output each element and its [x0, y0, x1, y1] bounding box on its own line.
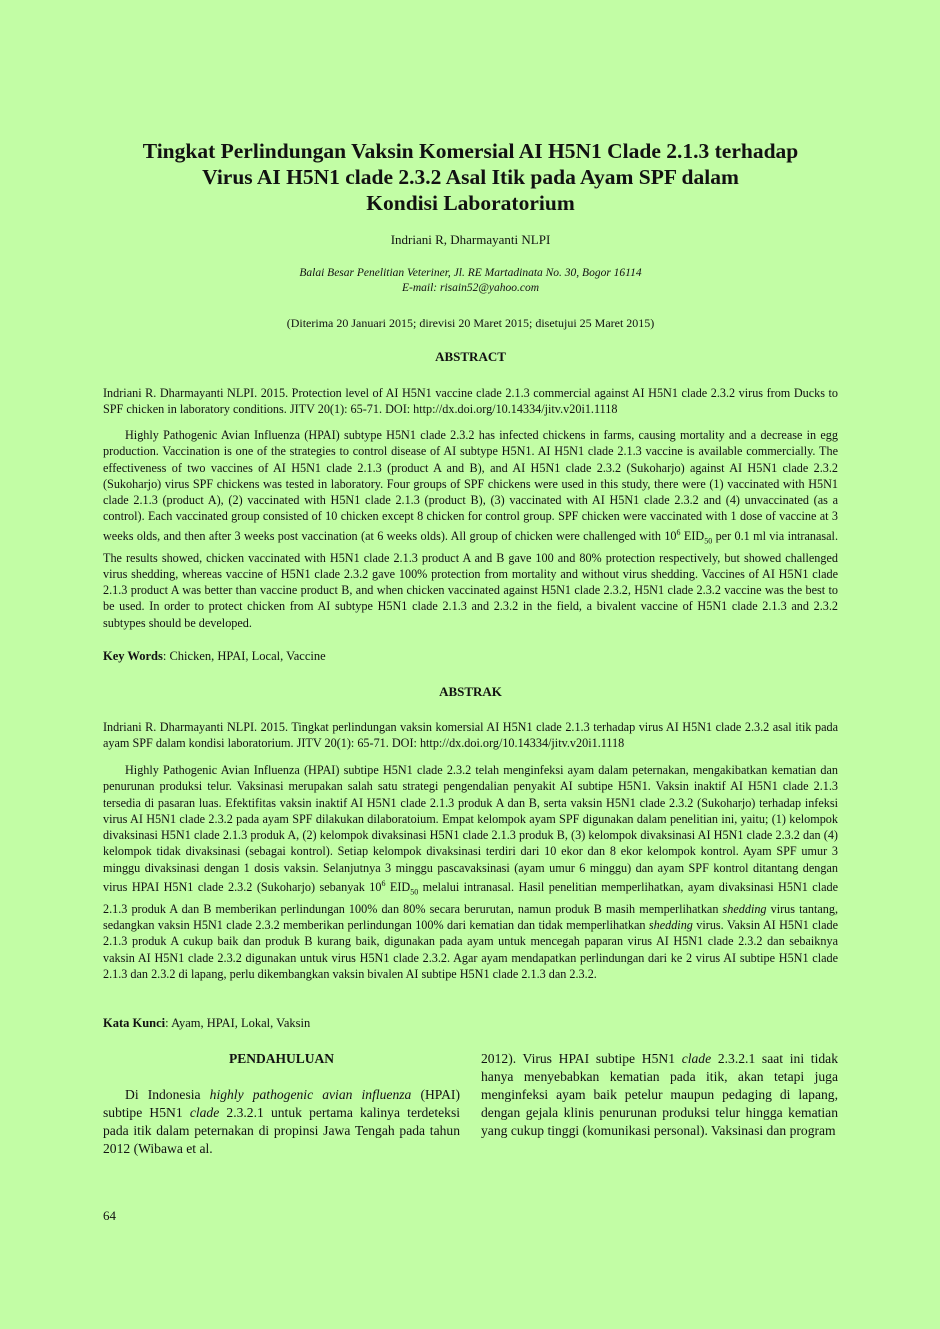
paper-title	[103, 138, 838, 216]
abstrak-text: Highly Pathogenic Avian Influenza (HPAI) subtipe H5N1 clade 2.3.2 telah menginfeksi ayam dalam peternakan, mengakibatkan kematian dan penurunan produksi telur. Vaksinasi merupakan salah satu strategi pengendalian penyakit AI subtipe H5N1. Vaksin inaktif AI H5N1 clade 2.1.3 tersedia di pasaran luas. Efektifitas vaksin inaktif AI H5N1 clade 2.1.3 produk A dan B, serta vaksin H5N1 clade 2.3.2 (Sukoharjo) terhadap infeksi virus AI H5N1 clade 2.3.2 pada ayam SPF dilakukan dilaboratoium. Empat kelompok ayam SPF digunakan dalam penelitian ini, yaitu; (1) kelompok divaksinasi H5N1 clade 2.1.3 produk A, (2) kelompok divaksinasi H5N1 clade 2.1.3 produk B, (3) kelompok divaksinasi AI H5N1 clade 2.3.2 dan (4) kelompok tidak divaksinasi (sebagai kontrol). Setiap kelompok divaksinasi terdiri dari 10 ekor dan 8 ekor kelompok kontrol. Ayam SPF umur 3 minggu divaksinasi dengan 1 dosis vaksin. Selanjutnya 3 minggu pascavaksinasi (ayam umur 6 minggu) dan ayam SPF kontrol ditantang dengan virus HPAI H5N1 clade 2.3.2 (Sukoharjo) sebanyak 10	[103, 763, 838, 895]
keywords	[103, 649, 838, 664]
italic-term: clade	[681, 1051, 712, 1066]
title-line: Virus AI H5N1 clade 2.3.2 Asal Itik pada Ayam SPF dalam	[202, 165, 739, 189]
abstrak-text: virus. Vaksin AI H5N1 clade 2.1.3 produk A cukup baik dan produk B kurang baik, digunakan pada ayam untuk mencegah paparan virus AI H5N1 clade 2.3.2 dan sebaiknya vaksin AI H5N1 clade 2.3.2 digunakan untuk virus H5N1 clade 2.3.2. Agar ayam mendapatkan perlindungan dari ke 2 virus AI subtipe H5N1 clade 2.1.3 dan 2.3.2 di lapang, perlu dikembangkan vaksin bivalen AI subtipe H5N1 clade 2.1.3 dan 2.3.2.	[103, 918, 838, 982]
abstrak-text: EID	[385, 880, 411, 895]
affiliation-block	[103, 266, 838, 296]
intro-text: Di Indonesia	[125, 1087, 210, 1102]
intro-heading: PENDAHULUAN	[228, 1051, 334, 1066]
affiliation: Balai Besar Penelitian Veteriner, Jl. RE Martadinata No. 30, Bogor 16114	[299, 267, 642, 279]
abstrak-citation: Indriani R. Dharmayanti NLPI. 2015. Tingkat perlindungan vaksin komersial AI H5N1 clade 2.1.3 terhadap virus AI H5N1 clade 2.3.2 asal itik pada ayam SPF dalam kondisi laboratorium. JITV 20(1): 65-71. DOI: http://dx.doi.org/10.14334/jitv.v20i1.1118	[103, 720, 838, 751]
kata-kunci	[103, 1016, 838, 1031]
superscript: 6	[676, 527, 681, 537]
abstract-body	[103, 427, 838, 631]
intro-left-column	[103, 1050, 460, 1158]
keywords-label: Kata Kunci	[103, 1016, 166, 1030]
abstrak-body	[103, 762, 838, 982]
superscript: 6	[381, 879, 386, 889]
abstrak-text: virus tantang, sedangkan vaksin H5N1 clade 2.3.2 memberikan perlindungan 100% dari kematian dan tidak memperlihatkan	[103, 901, 839, 933]
abstrak-heading: ABSTRAK	[439, 684, 502, 699]
intro-paragraph	[103, 1086, 460, 1158]
intro-text: 2.3.2.1 untuk pertama kalinya terdeteksi pada itik dalam peternakan di propinsi Jawa Tengah pada tahun 2012 (Wibawa et al.	[103, 1105, 461, 1156]
italic-term: shedding	[648, 918, 693, 933]
italic-term: highly pathogenic avian influenza	[209, 1087, 412, 1102]
keywords-list: : Ayam, HPAI, Lokal, Vaksin	[165, 1016, 311, 1030]
italic-term: shedding	[722, 901, 767, 916]
intro-text: (HPAI) subtipe H5N1	[103, 1087, 460, 1120]
title-line: Kondisi Laboratorium	[366, 191, 575, 215]
italic-term: clade	[189, 1105, 220, 1120]
subscript: 50	[704, 536, 713, 546]
title-line: Tingkat Perlindungan Vaksin Komersial AI H5N1 Clade 2.1.3 terhadap	[142, 139, 799, 163]
intro-right-column	[481, 1050, 838, 1140]
intro-paragraph	[481, 1050, 838, 1140]
keywords-label: Key Words	[103, 649, 163, 663]
keywords-list: : Chicken, HPAI, Local, Vaccine	[162, 649, 326, 663]
abstract-heading: ABSTRACT	[435, 349, 506, 364]
abstract-text: EID	[680, 528, 705, 543]
abstract-text: per 0.1 ml via intranasal. The results showed, chicken vaccinated with H5N1 clade 2.1.3 product A and B gave 100 and 80% protection respectively, but showed challenged virus shedding, whereas vaccine of H5N1 clade 2.3.2 gave 100% protection from mortality and without virus shedding. Vaccines of AI H5N1 clade 2.1.3 product A was better than vaccine product B, and when chicken vaccinated against H5N1 clade 2.3.2, H5N1 clade 2.3.2 vaccine was the best to be used. In order to protect chicken from AI subtype H5N1 clade 2.1.3 and 2.3.2 in the field, a bivalent vaccine of H5N1 clade 2.1.3 and 2.3.2 subtypes should be developed.	[103, 528, 838, 630]
authors: Indriani R, Dharmayanti NLPI	[390, 232, 551, 247]
email: E-mail: risain52@yahoo.com	[401, 282, 540, 294]
abstrak-text: melalui intranasal. Hasil penelitian memperlihatkan, ayam divaksinasi H5N1 clade 2.1.3 produk A dan B memberikan perlindungan 100% dan 80% secara berurutan, namun produk B masih memperlihatkan	[103, 880, 838, 916]
intro-text: 2012). Virus HPAI subtipe H5N1	[481, 1051, 682, 1066]
abstract-text: Highly Pathogenic Avian Influenza (HPAI) subtype H5N1 clade 2.3.2 has infected chickens in farms, causing mortality and a decrease in egg production. Vaccination is one of the strategies to control disease of AI subtype H5N1. AI H5N1 clade 2.1.3 vaccine is available commercially. The effectiveness of two vaccines of AI H5N1 clade 2.1.3 (product A and B), and AI H5N1 clade 2.3.2 (Sukoharjo) against AI H5N1 clade 2.3.2 (Sukoharjo) virus SPF chickens was tested in laboratory. Four groups of SPF chickens were used in this study, there were (1) vaccinated with H5N1 clade 2.1.3 (product A), (2) vaccinated with H5N1 clade 2.1.3 (product B), (3) vaccinated with AI H5N1 clade 2.3.2 and (4) unvaccinated (as a control). Each vaccinated group consisted of 10 chicken except 8 chicken for control group. SPF chicken were vaccinated with 1 dose of vaccine at 3 weeks olds, and then after 3 weeks post vaccination (at 6 weeks olds). All group of chicken were challenged with 10	[103, 428, 838, 543]
intro-text: 2.3.2.1 saat ini tidak hanya menyebabkan kematian pada itik, akan tetapi juga menginfeksi ayam baik petelur maupun pedaging di lapang, dengan gejala klinis penurunan produksi telur hingga kematian yang cukup tinggi (komunikasi personal). Vaksinasi dan program	[481, 1051, 838, 1138]
submission-dates: (Diterima 20 Januari 2015; direvisi 20 Maret 2015; disetujui 25 Maret 2015)	[286, 316, 655, 330]
subscript: 50	[410, 887, 419, 897]
page-number: 64	[103, 1208, 116, 1223]
abstract-citation: Indriani R. Dharmayanti NLPI. 2015. Protection level of AI H5N1 vaccine clade 2.1.3 commercial against AI H5N1 clade 2.3.2 virus from Ducks to SPF chicken in laboratory conditions. JITV 20(1): 65-71. DOI: http://dx.doi.org/10.14334/jitv.v20i1.1118	[103, 386, 838, 417]
